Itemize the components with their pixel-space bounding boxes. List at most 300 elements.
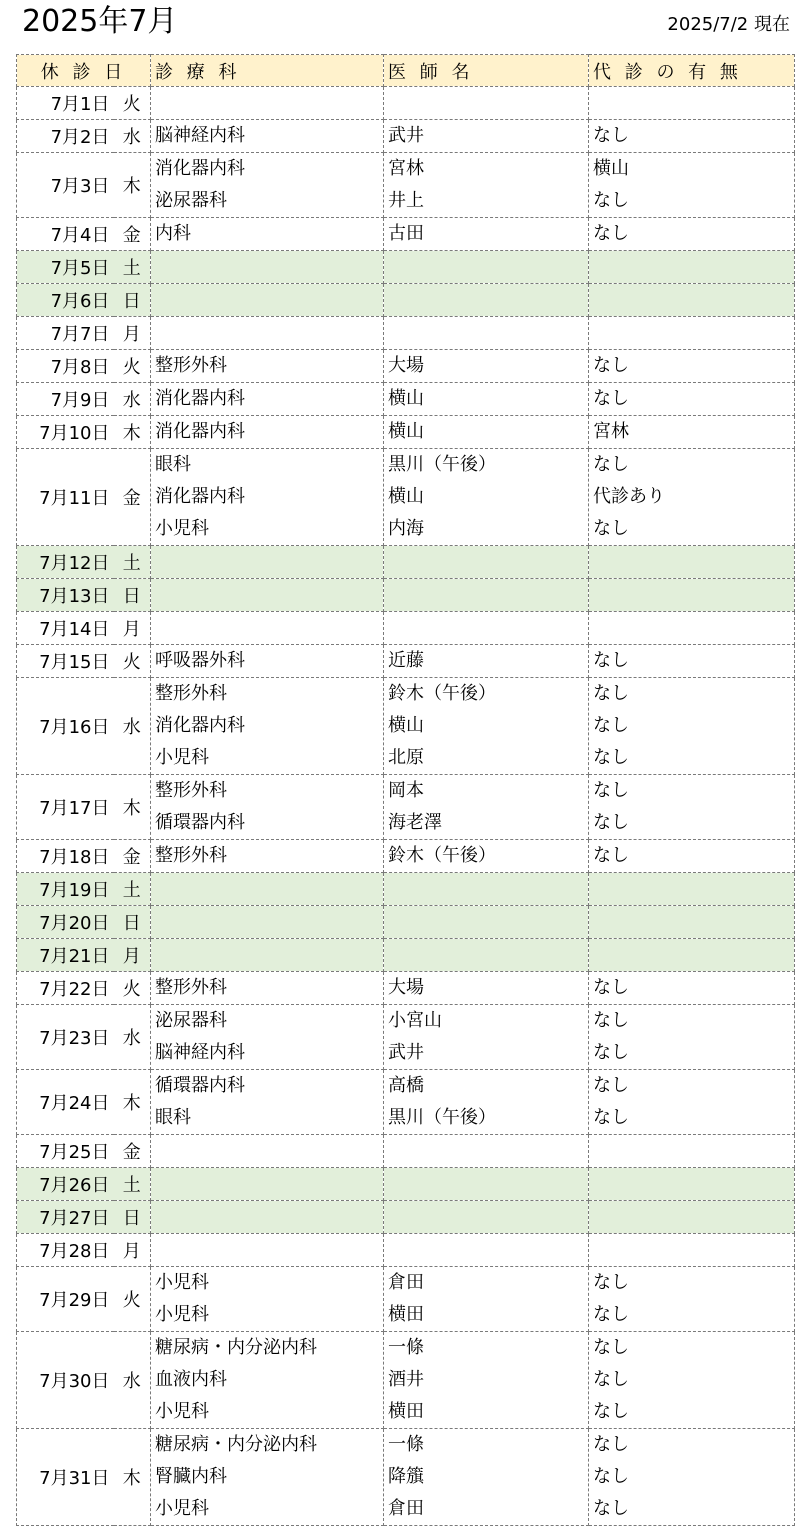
cell-substitute [589, 612, 795, 645]
cell-date: 7月24日 [17, 1070, 114, 1135]
cell-substitute [589, 906, 795, 939]
department-value: 小児科 [155, 747, 210, 768]
cell-department [151, 678, 384, 775]
column-header-department: 診 療 科 [151, 55, 384, 87]
empty-cell [151, 1234, 383, 1266]
cell-weekday: 土 [114, 546, 151, 579]
empty-cell [151, 1201, 383, 1233]
cell-date: 7月18日 [17, 840, 114, 873]
cell-date: 7月31日 [17, 1429, 114, 1526]
department-value: 小児科 [155, 518, 210, 539]
empty-cell [151, 87, 383, 119]
cell-substitute [589, 579, 795, 612]
cell-substitute [589, 546, 795, 579]
substitute-value: 横山 [593, 158, 630, 179]
cell-department [151, 87, 384, 120]
cell-date: 7月17日 [17, 775, 114, 840]
empty-cell [589, 612, 794, 644]
cell-date: 7月13日 [17, 579, 114, 612]
cell-date: 7月3日 [17, 153, 114, 218]
column-header-date: 休 診 日 [17, 55, 151, 87]
substitute-value: なし [593, 388, 630, 409]
cell-department [151, 906, 384, 939]
substitute-value: なし [593, 1434, 630, 1455]
doctor-value: 小宮山 [388, 1010, 443, 1031]
cell-doctor [384, 251, 589, 284]
cell-substitute [589, 678, 795, 775]
cell-date: 7月16日 [17, 678, 114, 775]
substitute-value: なし [593, 650, 630, 671]
cell-department [151, 449, 384, 546]
cell-weekday: 木 [114, 1070, 151, 1135]
department-value: 脳神経内科 [155, 1042, 246, 1063]
cell-doctor [384, 873, 589, 906]
cell-department [151, 645, 384, 678]
empty-cell [151, 579, 383, 611]
cell-substitute [589, 1332, 795, 1429]
table-row [17, 251, 795, 284]
table-row [17, 153, 795, 218]
cell-weekday: 月 [114, 317, 151, 350]
cell-weekday: 水 [114, 120, 151, 153]
cell-doctor [384, 87, 589, 120]
empty-cell [384, 939, 588, 971]
cell-weekday: 月 [114, 612, 151, 645]
cell-date: 7月12日 [17, 546, 114, 579]
department-value: 糖尿病・内分泌内科 [155, 1337, 318, 1358]
cell-weekday: 火 [114, 350, 151, 383]
empty-cell [589, 1135, 794, 1167]
cell-doctor [384, 972, 589, 1005]
empty-cell [589, 873, 794, 905]
doctor-value: 黒川（午後） [388, 1107, 497, 1128]
cell-substitute [589, 120, 795, 153]
cell-doctor [384, 546, 589, 579]
doctor-value: 高橋 [388, 1075, 425, 1096]
cell-date: 7月6日 [17, 284, 114, 317]
cell-department [151, 383, 384, 416]
cell-doctor [384, 1234, 589, 1267]
empty-cell [151, 284, 383, 316]
cell-weekday: 日 [114, 284, 151, 317]
cell-doctor [384, 678, 589, 775]
cell-substitute [589, 939, 795, 972]
department-value: 小児科 [155, 1304, 210, 1325]
doctor-value: 武井 [388, 1042, 425, 1063]
doctor-value: 海老澤 [388, 812, 443, 833]
substitute-value: なし [593, 780, 630, 801]
department-value: 泌尿器科 [155, 190, 228, 211]
cell-doctor [384, 939, 589, 972]
cell-substitute [589, 1429, 795, 1526]
cell-substitute [589, 972, 795, 1005]
department-value: 血液内科 [155, 1369, 228, 1390]
cell-substitute [589, 1005, 795, 1070]
cell-substitute [589, 449, 795, 546]
empty-cell [589, 1234, 794, 1266]
empty-cell [384, 284, 588, 316]
table-row [17, 284, 795, 317]
empty-cell [589, 284, 794, 316]
cell-substitute [589, 1201, 795, 1234]
empty-cell [589, 87, 794, 119]
substitute-value: なし [593, 1466, 630, 1487]
cell-doctor [384, 645, 589, 678]
cell-date: 7月1日 [17, 87, 114, 120]
cell-substitute [589, 383, 795, 416]
cell-date: 7月19日 [17, 873, 114, 906]
department-value: 循環器内科 [155, 1075, 246, 1096]
empty-cell [151, 251, 383, 283]
doctor-value: 鈴木（午後） [388, 683, 497, 704]
empty-cell [151, 939, 383, 971]
column-header-substitute: 代 診 の 有 無 [589, 55, 795, 87]
cell-department [151, 579, 384, 612]
table-row [17, 906, 795, 939]
cell-weekday: 土 [114, 873, 151, 906]
cell-date: 7月29日 [17, 1267, 114, 1332]
empty-cell [384, 906, 588, 938]
empty-cell [384, 251, 588, 283]
cell-department [151, 1135, 384, 1168]
cell-substitute [589, 645, 795, 678]
empty-cell [151, 906, 383, 938]
table-row [17, 317, 795, 350]
cell-weekday: 水 [114, 1005, 151, 1070]
doctor-value: 大場 [388, 355, 425, 376]
empty-cell [589, 1168, 794, 1200]
cell-doctor [384, 1005, 589, 1070]
cell-doctor [384, 416, 589, 449]
department-value: 糖尿病・内分泌内科 [155, 1434, 318, 1455]
cell-date: 7月27日 [17, 1201, 114, 1234]
doctor-value: 横田 [388, 1304, 425, 1325]
table-row [17, 775, 795, 840]
cell-weekday: 火 [114, 87, 151, 120]
doctor-value: 井上 [388, 190, 425, 211]
substitute-value: なし [593, 1401, 630, 1422]
doctor-value: 横山 [388, 388, 425, 409]
cell-department [151, 775, 384, 840]
cell-substitute [589, 840, 795, 873]
substitute-value: なし [593, 977, 630, 998]
table-row [17, 840, 795, 873]
empty-cell [151, 1168, 383, 1200]
cell-date: 7月8日 [17, 350, 114, 383]
cell-weekday: 土 [114, 251, 151, 284]
cell-date: 7月22日 [17, 972, 114, 1005]
table-header-row [17, 55, 795, 87]
department-value: 整形外科 [155, 977, 228, 998]
cell-date: 7月26日 [17, 1168, 114, 1201]
cell-department [151, 873, 384, 906]
cell-department [151, 1234, 384, 1267]
doctor-value: 横山 [388, 486, 425, 507]
cell-substitute [589, 1234, 795, 1267]
doctor-value: 北原 [388, 747, 425, 768]
doctor-value: 武井 [388, 125, 425, 146]
cell-department [151, 153, 384, 218]
table-row [17, 1005, 795, 1070]
cell-substitute [589, 1135, 795, 1168]
table-row [17, 1135, 795, 1168]
cell-date: 7月7日 [17, 317, 114, 350]
empty-cell [151, 317, 383, 349]
table-row [17, 1201, 795, 1234]
cell-weekday: 木 [114, 1429, 151, 1526]
department-value: 眼科 [155, 454, 192, 475]
table-row [17, 678, 795, 775]
empty-cell [151, 546, 383, 578]
doctor-value: 横山 [388, 421, 425, 442]
substitute-value: なし [593, 1369, 630, 1390]
substitute-value: なし [593, 715, 630, 736]
empty-cell [151, 1135, 383, 1167]
cell-date: 7月28日 [17, 1234, 114, 1267]
cell-doctor [384, 383, 589, 416]
cell-doctor [384, 1332, 589, 1429]
cell-date: 7月25日 [17, 1135, 114, 1168]
cell-weekday: 木 [114, 416, 151, 449]
doctor-value: 岡本 [388, 780, 425, 801]
cell-weekday: 月 [114, 1234, 151, 1267]
department-value: 整形外科 [155, 683, 228, 704]
empty-cell [589, 906, 794, 938]
empty-cell [589, 317, 794, 349]
cell-date: 7月5日 [17, 251, 114, 284]
cell-substitute [589, 1168, 795, 1201]
cell-doctor [384, 1135, 589, 1168]
cell-substitute [589, 350, 795, 383]
as-of-date: 2025/7/2 現在 [667, 14, 790, 35]
cell-doctor [384, 612, 589, 645]
substitute-value: なし [593, 223, 630, 244]
substitute-value: なし [593, 518, 630, 539]
empty-cell [384, 579, 588, 611]
cell-department [151, 1429, 384, 1526]
doctor-value: 鈴木（午後） [388, 845, 497, 866]
page-title: 2025年7月 [22, 4, 178, 39]
cell-weekday: 金 [114, 840, 151, 873]
department-value: 消化器内科 [155, 388, 246, 409]
cell-department [151, 317, 384, 350]
department-value: 呼吸器外科 [155, 650, 246, 671]
doctor-value: 酒井 [388, 1369, 425, 1390]
column-header-doctor: 医 師 名 [384, 55, 589, 87]
cell-date: 7月10日 [17, 416, 114, 449]
table-row [17, 449, 795, 546]
table-row [17, 1234, 795, 1267]
department-value: 泌尿器科 [155, 1010, 228, 1031]
substitute-value: なし [593, 454, 630, 475]
doctor-value: 横田 [388, 1401, 425, 1422]
cell-date: 7月9日 [17, 383, 114, 416]
cell-doctor [384, 317, 589, 350]
cell-doctor [384, 284, 589, 317]
substitute-value: なし [593, 812, 630, 833]
cell-weekday: 水 [114, 383, 151, 416]
substitute-value: なし [593, 1498, 630, 1519]
empty-cell [151, 612, 383, 644]
cell-substitute [589, 218, 795, 251]
table-row [17, 579, 795, 612]
substitute-value: なし [593, 190, 630, 211]
cell-doctor [384, 449, 589, 546]
table-row [17, 120, 795, 153]
cell-doctor [384, 906, 589, 939]
empty-cell [589, 1201, 794, 1233]
substitute-value: なし [593, 747, 630, 768]
empty-cell [384, 317, 588, 349]
doctor-value: 黒川（午後） [388, 454, 497, 475]
substitute-value: なし [593, 1042, 630, 1063]
table-row [17, 350, 795, 383]
cell-doctor [384, 775, 589, 840]
cell-department [151, 546, 384, 579]
cell-substitute [589, 284, 795, 317]
cell-substitute [589, 153, 795, 218]
empty-cell [384, 873, 588, 905]
cell-doctor [384, 1267, 589, 1332]
doctor-value: 一條 [388, 1337, 425, 1358]
cell-date: 7月11日 [17, 449, 114, 546]
table-row [17, 873, 795, 906]
cell-department [151, 416, 384, 449]
department-value: 小児科 [155, 1498, 210, 1519]
empty-cell [384, 87, 588, 119]
doctor-value: 古田 [388, 223, 425, 244]
cell-substitute [589, 416, 795, 449]
cell-department [151, 1070, 384, 1135]
department-value: 小児科 [155, 1401, 210, 1422]
table-row [17, 939, 795, 972]
department-value: 脳神経内科 [155, 125, 246, 146]
cell-substitute [589, 775, 795, 840]
cell-weekday: 金 [114, 218, 151, 251]
substitute-value: なし [593, 1272, 630, 1293]
cell-department [151, 840, 384, 873]
cell-substitute [589, 317, 795, 350]
doctor-value: 倉田 [388, 1498, 425, 1519]
table-row [17, 1070, 795, 1135]
cell-doctor [384, 840, 589, 873]
cell-date: 7月20日 [17, 906, 114, 939]
table-row [17, 1168, 795, 1201]
cell-date: 7月2日 [17, 120, 114, 153]
empty-cell [384, 1201, 588, 1233]
substitute-value: なし [593, 845, 630, 866]
empty-cell [384, 1135, 588, 1167]
cell-date: 7月15日 [17, 645, 114, 678]
cell-weekday: 金 [114, 1135, 151, 1168]
substitute-value: 代診あり [593, 486, 666, 507]
cell-department [151, 1332, 384, 1429]
doctor-value: 宮林 [388, 158, 425, 179]
doctor-value: 一條 [388, 1434, 425, 1455]
cell-doctor [384, 350, 589, 383]
cell-substitute [589, 1267, 795, 1332]
empty-cell [589, 579, 794, 611]
table-row [17, 218, 795, 251]
cell-weekday: 日 [114, 1201, 151, 1234]
department-value: 消化器内科 [155, 486, 246, 507]
table-row [17, 612, 795, 645]
cell-substitute [589, 873, 795, 906]
cell-department [151, 1005, 384, 1070]
cell-doctor [384, 218, 589, 251]
substitute-value: なし [593, 683, 630, 704]
cell-weekday: 月 [114, 939, 151, 972]
doctor-value: 横山 [388, 715, 425, 736]
cell-weekday: 日 [114, 906, 151, 939]
cell-substitute [589, 251, 795, 284]
substitute-value: なし [593, 355, 630, 376]
department-value: 整形外科 [155, 780, 228, 801]
cell-weekday: 日 [114, 579, 151, 612]
cell-weekday: 木 [114, 153, 151, 218]
empty-cell [384, 1234, 588, 1266]
cell-date: 7月30日 [17, 1332, 114, 1429]
cell-date: 7月23日 [17, 1005, 114, 1070]
cell-department [151, 972, 384, 1005]
department-value: 内科 [155, 223, 192, 244]
cell-weekday: 火 [114, 645, 151, 678]
cell-doctor [384, 120, 589, 153]
cell-department [151, 218, 384, 251]
doctor-value: 近藤 [388, 650, 425, 671]
empty-cell [151, 873, 383, 905]
cell-doctor [384, 153, 589, 218]
department-value: 循環器内科 [155, 812, 246, 833]
table-row [17, 383, 795, 416]
cell-department [151, 939, 384, 972]
cell-substitute [589, 87, 795, 120]
table-row [17, 1267, 795, 1332]
department-value: 消化器内科 [155, 158, 246, 179]
cell-department [151, 120, 384, 153]
cell-doctor [384, 1201, 589, 1234]
cell-weekday: 土 [114, 1168, 151, 1201]
table-row [17, 972, 795, 1005]
substitute-value: なし [593, 1337, 630, 1358]
doctor-value: 倉田 [388, 1272, 425, 1293]
substitute-value: なし [593, 1304, 630, 1325]
cell-department [151, 251, 384, 284]
cell-department [151, 1168, 384, 1201]
cell-weekday: 金 [114, 449, 151, 546]
cell-department [151, 350, 384, 383]
doctor-value: 大場 [388, 977, 425, 998]
department-value: 消化器内科 [155, 715, 246, 736]
substitute-value: なし [593, 1075, 630, 1096]
cell-doctor [384, 1070, 589, 1135]
cell-date: 7月14日 [17, 612, 114, 645]
substitute-value: なし [593, 1010, 630, 1031]
cell-date: 7月21日 [17, 939, 114, 972]
cell-department [151, 1201, 384, 1234]
substitute-value: なし [593, 125, 630, 146]
table-row [17, 1332, 795, 1429]
table-row [17, 416, 795, 449]
cell-weekday: 木 [114, 775, 151, 840]
substitute-value: なし [593, 1107, 630, 1128]
department-value: 腎臓内科 [155, 1466, 228, 1487]
table-row [17, 1429, 795, 1526]
cell-substitute [589, 1070, 795, 1135]
table-row [17, 645, 795, 678]
cell-department [151, 1267, 384, 1332]
closure-schedule-table [16, 54, 795, 1526]
